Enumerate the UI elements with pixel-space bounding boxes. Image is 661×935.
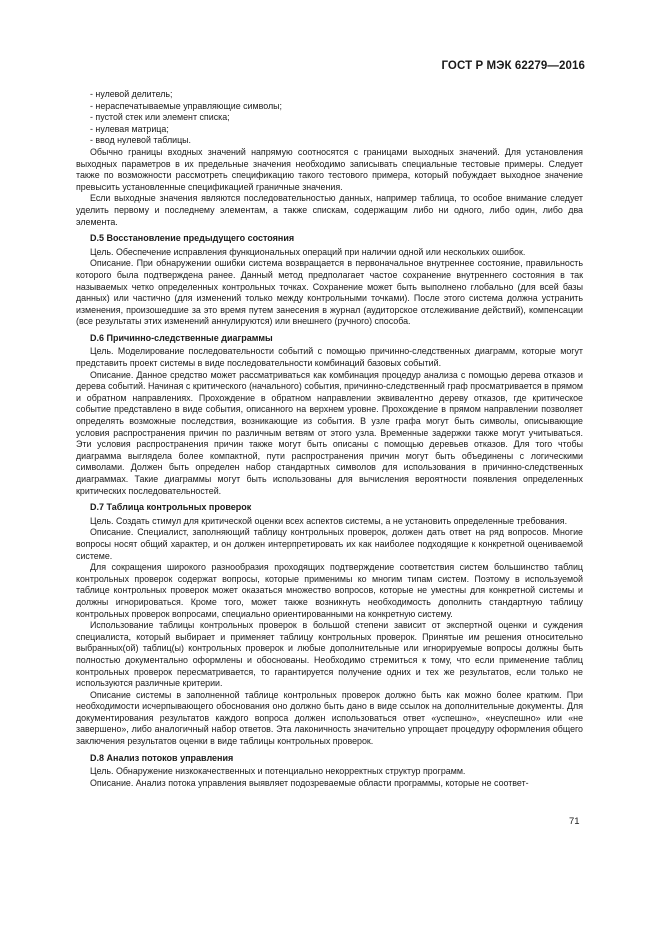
list-item: - пустой стек или элемент списка; <box>90 112 230 123</box>
paragraph: Описание. При обнаружении ошибки система возвращается в первоначальное внутреннее состояние, правильность которого была подтверждена ранее. Данный метод предполагает частое сохранение внутреннего состояния в так называемых четко определенных контрольных точках. Сохранение может быть выполнено глобально (для всей базы данных) или частично (для изменений только между контрольными точками). После этого система должна устранить изменения, произошедшие за это время путем занесения в журнал (аудиторское отслеживание действий), компенсации (все результаты этих изменений аннулируются) или внешнего (ручного) способа. <box>76 258 583 327</box>
list-item: - ввод нулевой таблицы. <box>90 135 192 146</box>
paragraph: Описание. Данное средство может рассматриваться как комбинация процедур анализа с помощью дерева отказов и дерева событий. Начиная с критического (начального) события, причинно-следственный граф просматривается в прямом и обратном направлениях. Прохождение в обратном направлении эквивалентно дереву отказов, где критическое событие представлено в виде события, описанного на верхнем уровне. Прохождение в прямом направлении позволяет определять возможные последствия, возникающие из события. В узле графа могут быть символы, описывающие условия распространения причин по различным ветвям от этого узла. Временные задержки также могут учитываться. Эти условия распространения причин также могут быть описаны с помощью деревьев отказов. Для того чтобы диаграмма выглядела более компактной, пути распространения причин могут быть объединены с логическими символами. Должен быть определен набор стандартных символов для использования в причинно-следственных диаграммах. Такие диаграммы могут быть использованы для вычисления вероятности появления определенных критических последовательностей. <box>76 369 583 496</box>
paragraph: Описание. Анализ потока управления выявляет подозреваемые области программы, которые не соответ- <box>90 777 529 788</box>
paragraph: Для сокращения широкого разнообразия проходящих подтверждение соответствия систем большинство таблиц контрольных проверок содержат вопросы, которые применимы ко многим типам систем. Поэтому в используемой таблице контрольных проверок может оказаться множество вопросов, которые не уместны для конкретной системы и должны игнорироваться. Кроме того, может также возникнуть необходимость дополнить стандартную таблицу контрольных проверок вопросами, специально ориентированными на конкретную систему. <box>76 562 583 619</box>
paragraph: Цель. Моделирование последовательности событий с помощью причинно-следственных диаграмм, которые могут представить проект системы в виде последовательности комбинаций базовых событий. <box>76 346 583 369</box>
paragraph: Если выходные значения являются последовательностью данных, например таблица, то особое внимание следует уделить первому и последнему элементам, а также спискам, содержащим либо ни одного, либо один, либо два элемента. <box>76 193 583 227</box>
section-heading-d7: D.7 Таблица контрольных проверок <box>90 502 252 513</box>
paragraph: Цель. Обнаружение низкокачественных и потенциально некорректных структур программ. <box>90 766 466 777</box>
document-header: ГОСТ Р МЭК 62279—2016 <box>441 60 585 72</box>
paragraph: Обычно границы входных значений напрямую соотносятся с границами выходных значений. Для установления выходных параметров в их предельные значения необходимо записывать специальные тестовые примеры. Следует также по возможности рассмотреть спецификацию такого тестового примера, который побуждает выходное значение превысить установленные спецификацией граничные значения. <box>76 146 583 192</box>
list-item: - нераспечатываемые управляющие символы; <box>90 100 282 111</box>
paragraph: Описание системы в заполненной таблице контрольных проверок должно быть как можно более кратким. При необходимости исчерпывающего обоснования оно должно быть дано в виде ссылок на дополнительные документы. Для документирования результатов каждого вопроса должен использоваться ответ «успешно», «неуспешно» или «не завершено», либо аналогичный набор ответов. Эта лаконичность значительно упрощает процедуру оформления общего заключения результатов оценки в виде таблицы контрольных проверок. <box>76 689 583 747</box>
paragraph: Цель. Обеспечение исправления функциональных операций при наличии одной или нескольких ошибок. <box>90 246 526 257</box>
list-item: - нулевой делитель; <box>90 89 173 99</box>
page-number: 71 <box>569 816 580 827</box>
list-item: - нулевая матрица; <box>90 123 169 134</box>
bullet-list <box>76 89 583 147</box>
paragraph: Описание. Специалист, заполняющий таблицу контрольных проверок, должен дать ответ на ряд вопросов. Многие вопросы носят общий характер, и он должен интерпретировать их как наиболее подходящие к конкретной оцениваемой системе. <box>76 527 583 561</box>
paragraph: Использование таблицы контрольных проверок в большой степени зависит от экспертной оценки и суждения специалиста, который выбирает и применяет таблицу контрольных проверок. Принятые им решения относительно выбранных(ой) таблиц(ы) контрольных проверок и любые дополнительные или игнорируемые вопросы должны быть полностью документально оформлены и обоснованы. Необходимо стремиться к тому, что если применение таблиц контрольных проверок пересматривается, то гарантируется получение одних и тех же результатов, если только не используются различные критерии. <box>76 620 583 689</box>
section-heading-d5: D.5 Восстановление предыдущего состояния <box>90 233 295 244</box>
paragraph: Цель. Создать стимул для критической оценки всех аспектов системы, а не установить определенные требования. <box>90 515 568 526</box>
document-body <box>76 89 583 789</box>
section-heading-d6: D.6 Причинно-следственные диаграммы <box>90 332 273 343</box>
section-heading-d8: D.8 Анализ потоков управления <box>90 752 234 763</box>
